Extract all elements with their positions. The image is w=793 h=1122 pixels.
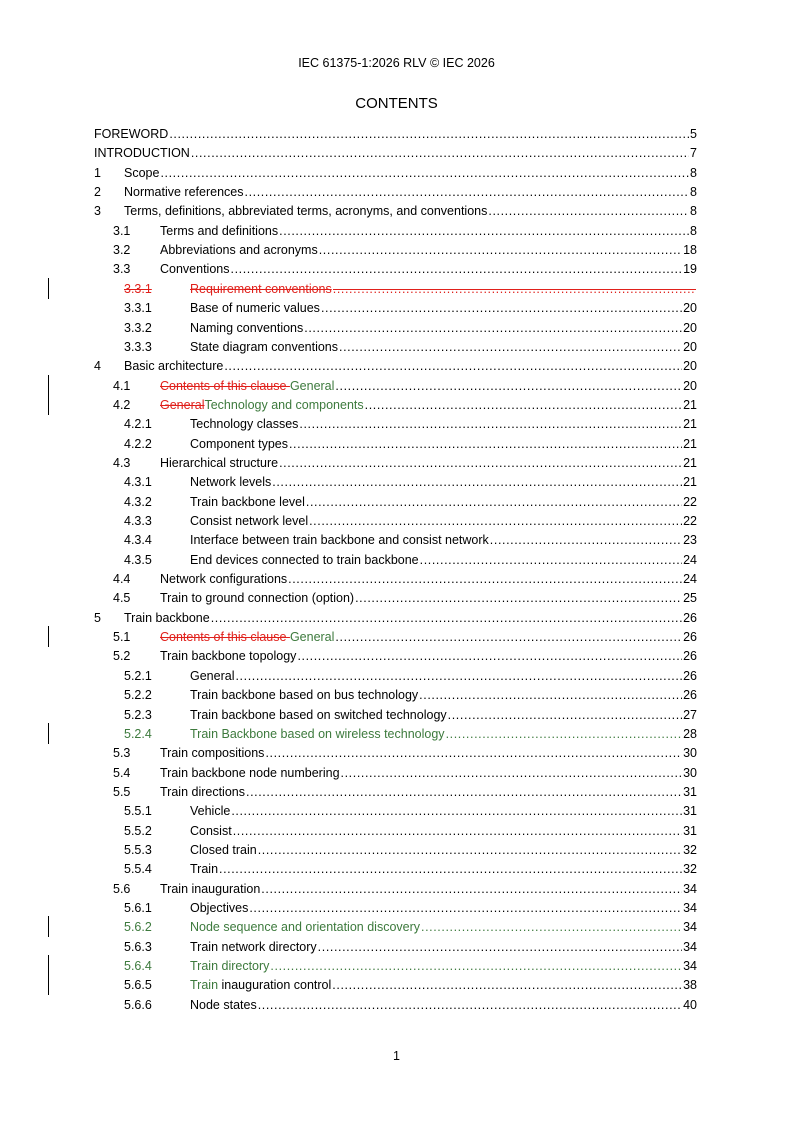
toc-entry-title — [160, 589, 354, 608]
change-bar — [48, 375, 49, 396]
toc-entry-page: 26 — [683, 630, 697, 645]
deleted-text: General — [160, 397, 205, 412]
toc-entry[interactable] — [0, 396, 793, 415]
toc-entry[interactable] — [0, 125, 793, 144]
title-text: Technology classes — [190, 417, 299, 432]
dot-leader — [335, 377, 682, 396]
toc-entry-number: 4.3.2 — [124, 494, 152, 509]
toc-entry-title — [160, 628, 334, 647]
title-text: Train Backbone based on wireless technology — [190, 726, 445, 741]
toc-entry-page: 32 — [683, 842, 697, 857]
toc-entry[interactable] — [0, 725, 793, 744]
title-text: Conventions — [160, 262, 230, 277]
toc-entry-number: 5.1 — [113, 630, 131, 645]
toc-entry-number: 5.2.1 — [124, 668, 152, 683]
toc-entry[interactable] — [0, 918, 793, 937]
title-text: Terms and definitions — [160, 223, 279, 238]
toc-entry-page: 24 — [683, 572, 697, 587]
toc-entry[interactable] — [0, 589, 793, 608]
title-text: State diagram conventions — [190, 339, 339, 354]
dot-leader — [160, 164, 689, 183]
toc-entry-number: 3.3.2 — [124, 320, 152, 335]
title-text: Train inauguration — [160, 881, 261, 896]
dot-leader — [339, 338, 682, 357]
dot-leader — [306, 493, 682, 512]
toc-entry-title — [94, 144, 190, 163]
title-text: INTRODUCTION — [94, 146, 190, 161]
dot-leader — [235, 667, 682, 686]
toc-entry-page: 31 — [683, 784, 697, 799]
toc-entry[interactable] — [0, 435, 793, 454]
toc-entry[interactable] — [0, 551, 793, 570]
toc-entry-title — [190, 338, 338, 357]
toc-entry-page: 20 — [683, 378, 697, 393]
change-bar — [48, 974, 49, 995]
dot-leader — [420, 551, 682, 570]
toc-entry-page: 18 — [683, 243, 697, 258]
title-text: Train backbone node numbering — [160, 765, 340, 780]
dot-leader — [333, 280, 696, 299]
dot-leader — [448, 706, 682, 725]
toc-entry-title — [94, 125, 168, 144]
toc-entry[interactable] — [0, 783, 793, 802]
toc-entry[interactable] — [0, 377, 793, 396]
page-number: 1 — [393, 1049, 400, 1063]
inserted-text: Technology and components — [204, 397, 364, 412]
toc-entry-page: 34 — [683, 920, 697, 935]
dot-leader — [318, 938, 682, 957]
toc-entry[interactable] — [0, 860, 793, 879]
dot-leader — [279, 222, 689, 241]
dot-leader — [319, 241, 682, 260]
toc-entry-title — [190, 860, 218, 879]
title-text: Interface between train backbone and consist network — [190, 533, 489, 548]
title-text: Normative references — [124, 185, 244, 200]
toc-entry-page: 31 — [683, 804, 697, 819]
dot-leader — [419, 686, 682, 705]
dot-leader — [309, 512, 682, 531]
toc-entry-number: 5.6.6 — [124, 997, 152, 1012]
dot-leader — [335, 628, 682, 647]
toc-entry-number: 4.2 — [113, 397, 131, 412]
toc-entry[interactable] — [0, 357, 793, 376]
dot-leader — [490, 531, 682, 550]
toc-entry[interactable] — [0, 706, 793, 725]
title-text: Consist network level — [190, 514, 309, 528]
title-text: Requirement conventions — [190, 281, 332, 296]
toc-entry-page: 23 — [683, 533, 697, 548]
change-bar — [48, 916, 49, 937]
toc-entry-title — [190, 802, 230, 821]
dot-leader — [246, 783, 682, 802]
dot-leader — [355, 589, 682, 608]
deleted-text: Contents of this clause — [160, 378, 290, 393]
toc-entry[interactable] — [0, 996, 793, 1015]
toc-entry-number: 5.5 — [113, 784, 131, 799]
change-bar — [48, 394, 49, 415]
toc-entry-title — [190, 841, 257, 860]
toc-entry-title — [160, 454, 278, 473]
toc-entry[interactable] — [0, 202, 793, 221]
toc-entry-title — [190, 435, 288, 454]
toc-entry[interactable] — [0, 822, 793, 841]
toc-entry-number: 5.6 — [113, 881, 131, 896]
title-text: Consist — [190, 823, 232, 838]
dot-leader — [258, 996, 682, 1015]
dot-leader — [169, 125, 689, 144]
toc-entry-title — [190, 280, 332, 299]
toc-entry[interactable] — [0, 338, 793, 357]
toc-entry-page: 34 — [683, 881, 697, 896]
toc-entry-title — [124, 357, 223, 376]
toc-entry-title — [190, 531, 489, 550]
toc-entry-title — [160, 260, 230, 279]
toc-entry-number: 5.2.2 — [124, 688, 152, 703]
toc-entry-number: 1 — [94, 165, 101, 180]
toc-entry-title — [160, 396, 364, 415]
dot-leader — [279, 454, 682, 473]
toc-entry-title — [190, 957, 269, 976]
toc-entry-number: 4.3.5 — [124, 552, 152, 567]
dot-leader — [265, 744, 682, 763]
toc-entry-page: 26 — [683, 610, 697, 625]
dot-leader — [488, 202, 689, 221]
toc-entry-page: 26 — [683, 649, 697, 664]
toc-entry-title — [190, 551, 419, 570]
toc-entry-title — [190, 667, 234, 686]
dot-leader — [258, 841, 682, 860]
toc-entry-number: 4.4 — [113, 572, 131, 587]
title-text: Train directory — [190, 959, 270, 974]
title-text: Naming conventions — [190, 320, 304, 335]
dot-leader — [421, 918, 682, 937]
dot-leader — [272, 473, 682, 492]
toc-entry[interactable] — [0, 899, 793, 918]
toc-entry-page: 40 — [683, 997, 697, 1012]
toc-entry-page: 20 — [683, 301, 697, 316]
toc-entry-page: 21 — [683, 475, 697, 490]
toc-entry-title — [190, 918, 420, 937]
dot-leader — [321, 299, 682, 318]
toc-entry-page: 30 — [683, 765, 697, 780]
toc-entry-page: 20 — [683, 339, 697, 354]
toc-entry-page: 25 — [683, 591, 697, 606]
dot-leader — [249, 899, 682, 918]
toc-entry[interactable] — [0, 454, 793, 473]
toc-entry-number: 3 — [94, 204, 101, 219]
toc-entry-number: 4.5 — [113, 591, 131, 606]
toc-entry-number: 4.3 — [113, 455, 131, 470]
toc-entry-title — [190, 822, 232, 841]
dot-leader — [233, 822, 682, 841]
toc-entry[interactable] — [0, 609, 793, 628]
title-text: End devices connected to train backbone — [190, 552, 419, 567]
toc-entry-page: 20 — [683, 359, 697, 374]
dot-leader — [231, 260, 683, 279]
toc-entry-number: 5.6.4 — [124, 959, 152, 974]
toc-entry[interactable] — [0, 222, 793, 241]
toc-entry-title — [160, 241, 318, 260]
toc-entry-number: 5.5.4 — [124, 862, 152, 877]
title-text: Closed train — [190, 842, 257, 857]
toc-entry-title — [124, 202, 487, 221]
toc-entry-number: 5 — [94, 610, 101, 625]
dot-leader — [245, 183, 690, 202]
toc-entry-title — [190, 976, 331, 995]
title-text: Vehicle — [190, 804, 231, 819]
title-text: Scope — [124, 165, 160, 180]
toc-entry-page: 27 — [683, 707, 697, 722]
toc-entry[interactable] — [0, 164, 793, 183]
toc-entry-page: 8 — [690, 165, 697, 180]
page-title: CONTENTS — [355, 95, 438, 112]
toc-entry-title — [190, 996, 257, 1015]
title-text: Objectives — [190, 901, 249, 915]
toc-entry-number: 2 — [94, 185, 101, 200]
toc-entry-page: 21 — [683, 455, 697, 470]
title-text: FOREWORD — [94, 127, 169, 141]
title-text: Hierarchical structure — [160, 455, 279, 470]
toc-entry-page: 5 — [690, 127, 697, 141]
toc-entry[interactable] — [0, 880, 793, 899]
toc-entry-title — [124, 609, 210, 628]
toc-entry-title — [190, 686, 418, 705]
dot-leader — [446, 725, 683, 744]
toc-entry-number: 3.3 — [113, 262, 131, 277]
toc-entry[interactable] — [0, 260, 793, 279]
change-bar — [48, 626, 49, 647]
toc-entry-number: 3.3.3 — [124, 339, 152, 354]
toc-entry-number: 4 — [94, 359, 101, 374]
toc-entry[interactable] — [0, 686, 793, 705]
toc-entry-page: 22 — [683, 514, 697, 528]
toc-entry-number: 5.2.4 — [124, 726, 152, 741]
toc-entry-title — [190, 415, 298, 434]
title-text: Train backbone based on switched technology — [190, 707, 447, 722]
dot-leader — [304, 319, 682, 338]
running-header: IEC 61375-1:2026 RLV © IEC 2026 — [298, 56, 495, 70]
toc-entry-number: 5.2 — [113, 649, 131, 664]
toc-entry[interactable] — [0, 493, 793, 512]
dot-leader — [288, 570, 682, 589]
toc-entry[interactable] — [0, 512, 793, 531]
title-text: Component types — [190, 436, 288, 451]
toc-entry[interactable] — [0, 241, 793, 260]
toc-entry-page: 32 — [683, 862, 697, 877]
title-text: Train compositions — [160, 746, 265, 761]
toc-entry-page: 19 — [683, 262, 697, 277]
toc-entry-title — [190, 493, 305, 512]
inserted-text: General — [289, 378, 335, 393]
toc-entry-title — [124, 164, 159, 183]
toc-entry-page: 26 — [683, 668, 697, 683]
toc-entry-page: 38 — [683, 978, 697, 993]
toc-entry-page: 21 — [683, 436, 697, 451]
change-bar — [48, 278, 49, 299]
toc-entry-number: 3.3.1 — [124, 301, 152, 316]
toc-entry[interactable] — [0, 628, 793, 647]
toc-entry[interactable] — [0, 744, 793, 763]
toc-entry-number: 4.3.3 — [124, 514, 152, 528]
toc-entry-page: 24 — [683, 552, 697, 567]
dot-leader — [231, 802, 682, 821]
title-text: Abbreviations and acronyms — [160, 243, 318, 258]
title-text: Basic architecture — [124, 359, 224, 374]
change-bar — [48, 955, 49, 976]
toc-entry-page: 8 — [690, 185, 697, 200]
toc-entry-page: 34 — [683, 959, 697, 974]
toc-entry[interactable] — [0, 415, 793, 434]
title-text: Terms, definitions, abbreviated terms, acronyms, and conventions — [124, 204, 488, 219]
toc-entry-page: 22 — [683, 494, 697, 509]
toc-entry-page: 26 — [683, 688, 697, 703]
toc-entry[interactable] — [0, 280, 793, 299]
title-text: Train backbone — [124, 610, 210, 625]
toc-entry-number: 4.3.1 — [124, 475, 152, 490]
toc-entry[interactable] — [0, 531, 793, 550]
toc-entry-page: 20 — [683, 320, 697, 335]
dot-leader — [297, 647, 682, 666]
toc-entry-page: 8 — [690, 204, 697, 219]
title-text: Train directions — [160, 784, 245, 799]
toc-entry[interactable] — [0, 957, 793, 976]
toc-entry[interactable] — [0, 667, 793, 686]
dot-leader — [191, 144, 689, 163]
title-text: Train network directory — [190, 939, 317, 954]
toc-entry[interactable] — [0, 647, 793, 666]
dot-leader — [299, 415, 682, 434]
toc-entry[interactable] — [0, 938, 793, 957]
toc-entry-page: 21 — [683, 417, 697, 432]
toc-entry[interactable] — [0, 841, 793, 860]
toc-entry-number: 4.2.2 — [124, 436, 152, 451]
toc-entry-number: 5.5.2 — [124, 823, 152, 838]
title-text: Train backbone topology — [160, 649, 297, 664]
toc-entry-number: 5.6.1 — [124, 901, 152, 915]
dot-leader — [270, 957, 682, 976]
toc-entry-page: 34 — [683, 939, 697, 954]
toc-entry-number: 3.2 — [113, 243, 131, 258]
toc-entry[interactable] — [0, 976, 793, 995]
toc-entry-title — [160, 377, 334, 396]
toc-entry-title — [160, 764, 340, 783]
title-text: inauguration control — [218, 978, 332, 993]
title-text: Base of numeric values — [190, 301, 320, 316]
toc-entry-number: 5.6.2 — [124, 920, 152, 935]
dot-leader — [219, 860, 682, 879]
toc-entry-number: 4.1 — [113, 378, 131, 393]
title-text: Node states — [190, 997, 257, 1012]
toc-entry[interactable] — [0, 144, 793, 163]
dot-leader — [365, 396, 682, 415]
dot-leader — [261, 880, 682, 899]
toc-entry-title — [160, 880, 260, 899]
toc-entry-page: 21 — [683, 397, 697, 412]
toc-entry-title — [124, 183, 244, 202]
inserted-text: Train — [190, 978, 219, 993]
toc-entry-page: 8 — [690, 223, 697, 238]
toc-entry-number: 4.3.4 — [124, 533, 152, 548]
dot-leader — [289, 435, 682, 454]
toc-entry-number: 3.3.1 — [124, 281, 152, 296]
toc-entry-title — [190, 725, 445, 744]
toc-entry-number: 5.4 — [113, 765, 131, 780]
toc-entry-title — [190, 299, 320, 318]
toc-entry[interactable] — [0, 802, 793, 821]
toc-entry-title — [190, 512, 308, 531]
dot-leader — [224, 357, 682, 376]
title-text: General — [190, 668, 235, 683]
title-text: Train backbone level — [190, 494, 305, 509]
toc-entry-number: 5.5.1 — [124, 804, 152, 819]
toc-entry-number: 5.3 — [113, 746, 131, 761]
toc-entry-title — [190, 473, 271, 492]
toc-entry[interactable] — [0, 764, 793, 783]
toc-entry-page: 7 — [690, 146, 697, 161]
dot-leader — [332, 976, 682, 995]
toc-entry-number: 5.2.3 — [124, 707, 152, 722]
toc-entry-title — [160, 570, 287, 589]
toc-entry-number: 5.6.5 — [124, 978, 152, 993]
toc-entry-title — [160, 783, 245, 802]
toc-entry-page: 34 — [683, 901, 697, 915]
toc-entry-number: 5.5.3 — [124, 842, 152, 857]
toc-entry-page: 30 — [683, 746, 697, 761]
title-text: Train — [190, 862, 219, 877]
toc-entry-title — [160, 744, 264, 763]
toc-entry-title — [190, 899, 248, 918]
toc-entry-number: 4.2.1 — [124, 417, 152, 432]
toc-entry-title — [160, 222, 278, 241]
toc-entry-title — [190, 706, 447, 725]
toc-entry-title — [190, 938, 317, 957]
toc-entry-page: 31 — [683, 823, 697, 838]
dot-leader — [341, 764, 683, 783]
title-text: Network configurations — [160, 572, 288, 587]
title-text: Train to ground connection (option) — [160, 591, 355, 606]
inserted-text: General — [289, 630, 335, 645]
title-text: Node sequence and orientation discovery — [190, 920, 421, 935]
dot-leader — [211, 609, 682, 628]
toc-entry[interactable] — [0, 570, 793, 589]
toc-entry-number: 3.1 — [113, 223, 131, 238]
title-text: Train backbone based on bus technology — [190, 688, 419, 703]
toc-entry[interactable] — [0, 299, 793, 318]
toc-entry-number: 5.6.3 — [124, 939, 152, 954]
deleted-text: Contents of this clause — [160, 630, 290, 645]
toc-entry-title — [190, 319, 303, 338]
toc-entry[interactable] — [0, 319, 793, 338]
toc-entry-title — [160, 647, 296, 666]
toc-entry[interactable] — [0, 473, 793, 492]
title-text: Network levels — [190, 475, 272, 490]
change-bar — [48, 723, 49, 744]
toc-entry-page: 28 — [683, 726, 697, 741]
toc-entry[interactable] — [0, 183, 793, 202]
